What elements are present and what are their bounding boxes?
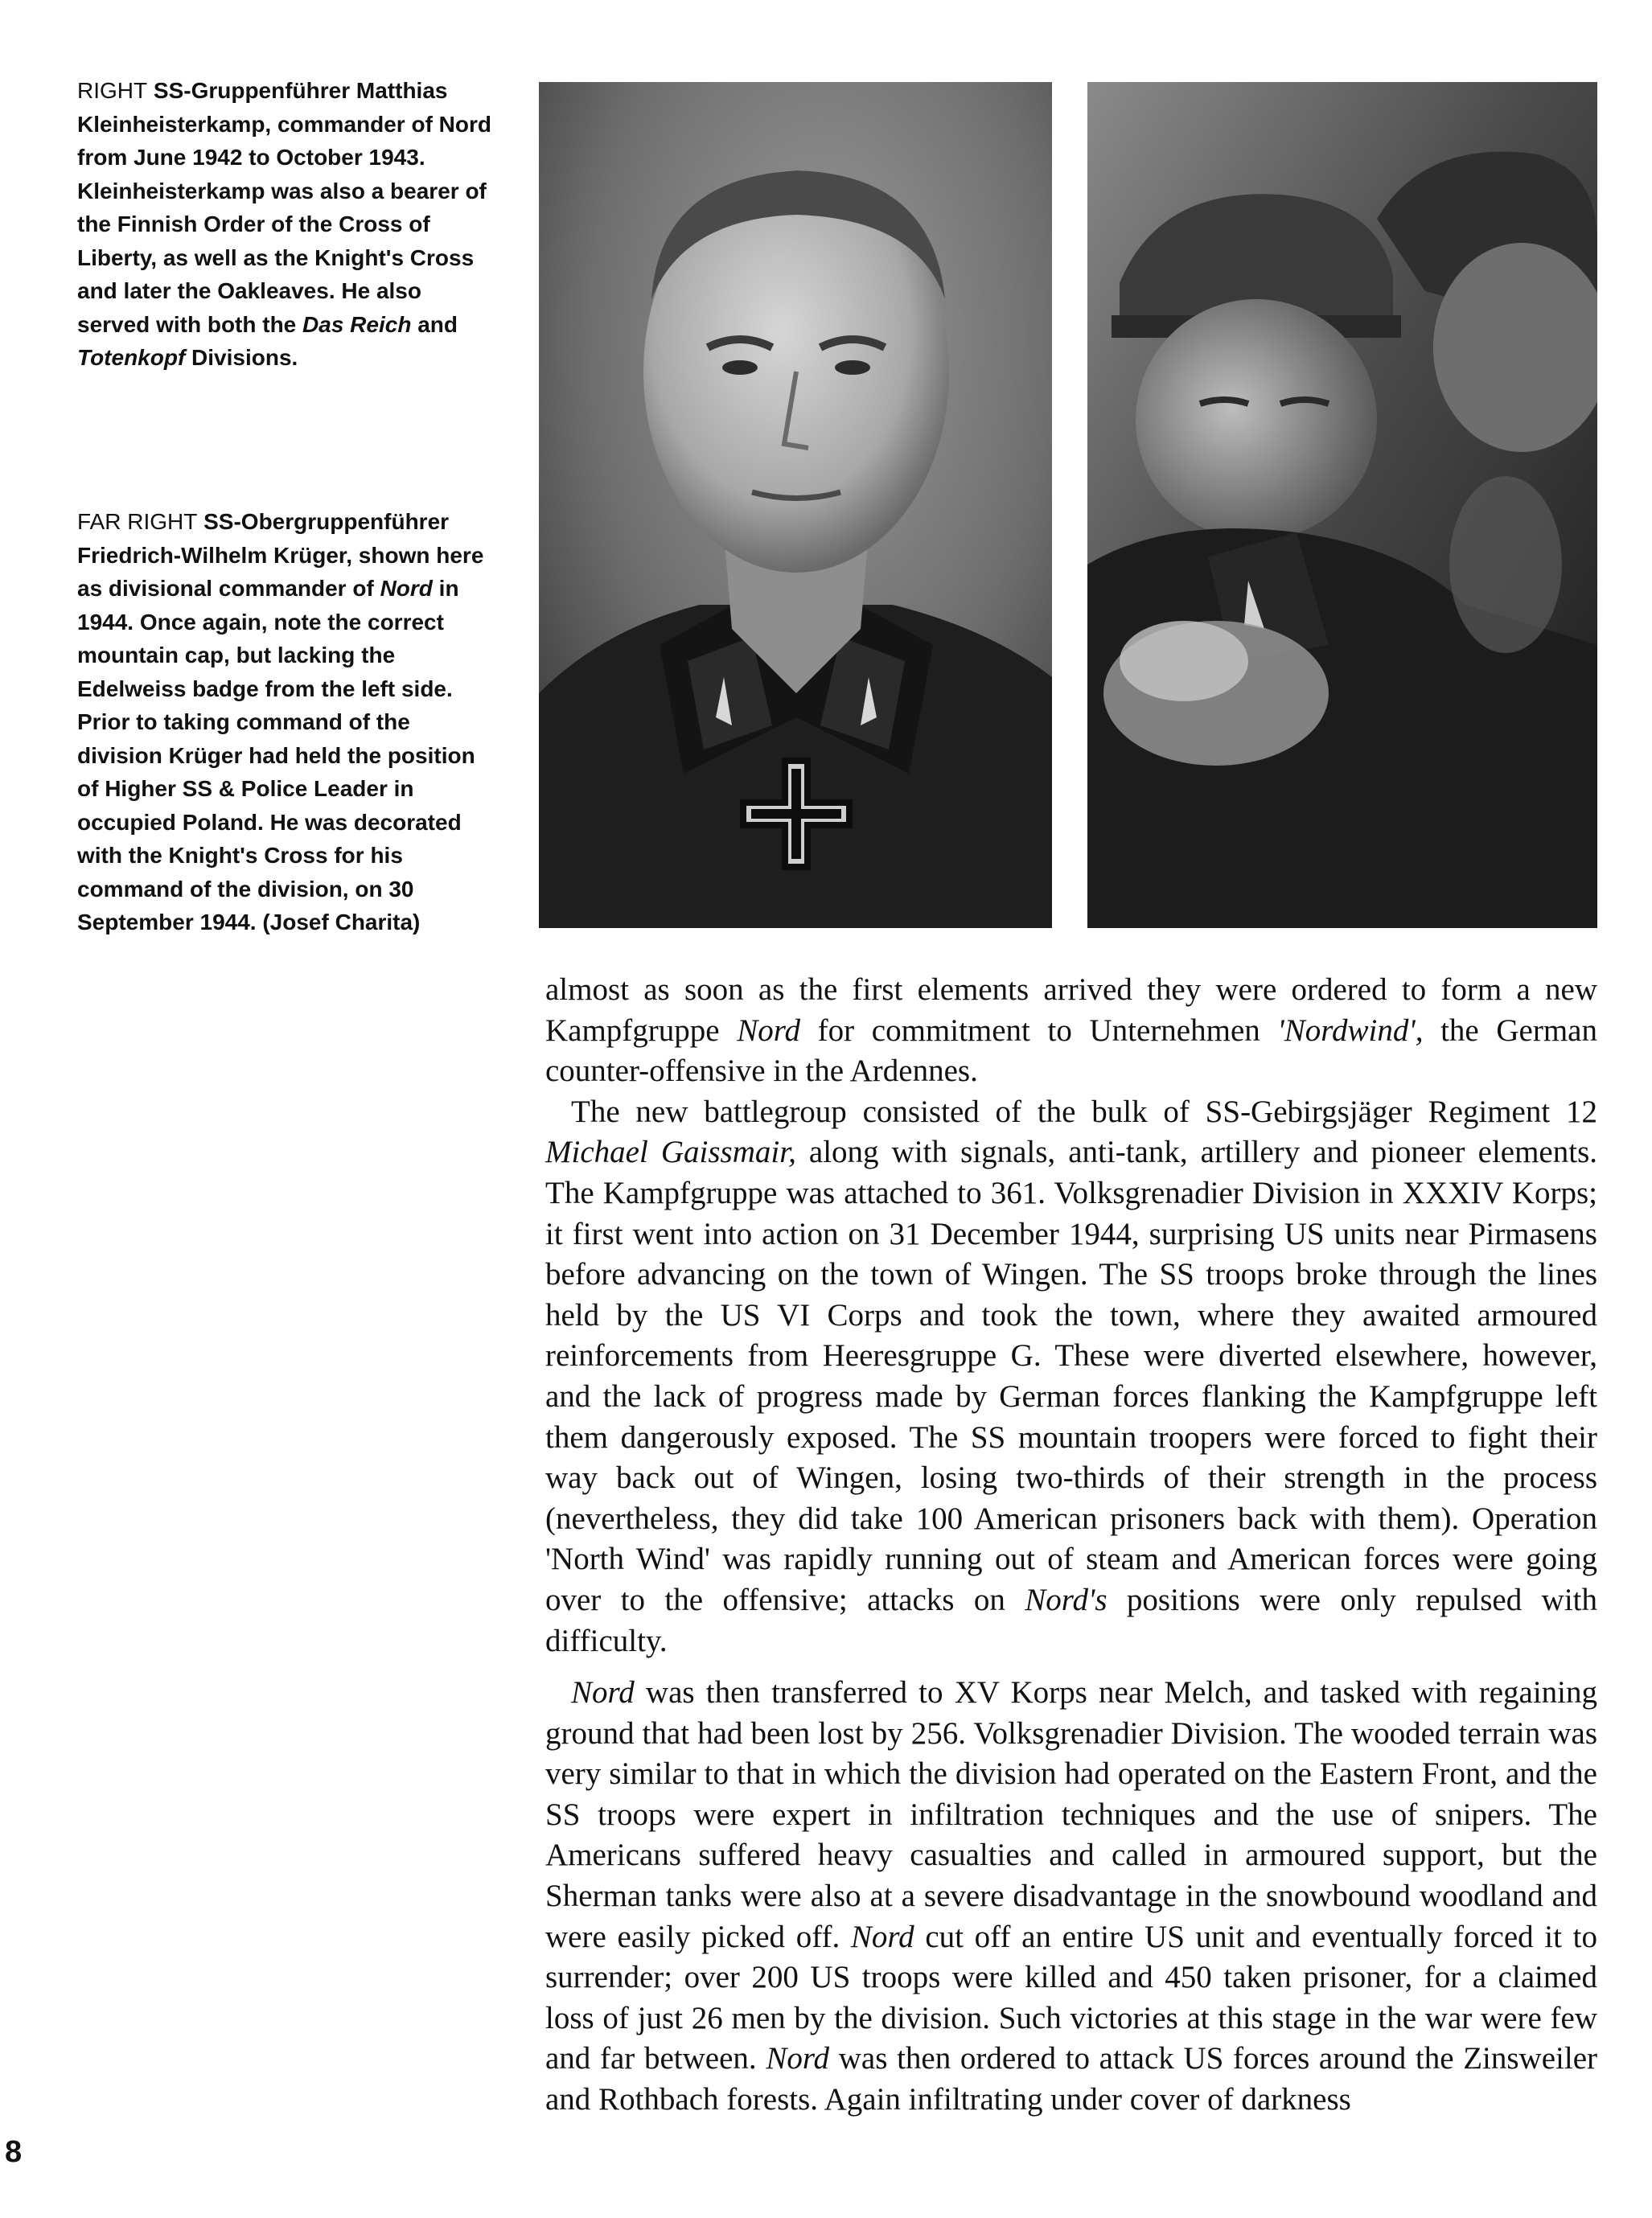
text-run: for commitment to Unternehmen [800,1012,1278,1048]
photo-kruger [1087,82,1597,928]
caption-text: and [411,311,458,337]
italic-run: 'Nordwind', [1277,1012,1424,1048]
photo-kleinheisterkamp-portrait [539,82,1052,928]
italic-run: Nord [737,1012,800,1048]
page-number: 8 [5,2135,23,2169]
body-text [545,970,1597,2121]
text-run: The new battlegroup consisted of the bulk of SS-Gebirgsjäger Regiment 12 [571,1094,1597,1129]
italic-run: Nord's [1025,1582,1107,1617]
text-run: almost as soon as the first elements arrived they were ordered to form a new Kampfgruppe [545,972,1597,1048]
paragraph-3 [545,1673,1597,2121]
text-run: was then ordered to attack US forces around the Zinsweiler and Rothbach forests. Again infiltrating under cover of darkness [545,2041,1597,2117]
caption-text: SS-Gruppenführer Matthias Kleinheisterkamp, commander of Nord from June 1942 to October 1943. Kleinheisterkamp was also a bearer of the Finnish Order of the Cross of Liberty, as well as the Knight's Cross and later the Oakleaves. He also served with both the [77,78,492,337]
portrait-illustration [539,82,1052,928]
text-run: along with signals, anti-tank, artillery and pioneer elements. The Kampfgruppe was attached to 361. Volksgrenadier Division in XXXIV Korps; it first went into action on 31 December 1944, surprising US units near Pirmasens before advancing on the town of Wingen. The SS troops broke through the lines held by the US VI Corps and took the town, where they awaited armoured reinforcements from Heeresgruppe G. These were diverted elsewhere, however, and the lack of progress made by German forces flanking the Kampfgruppe left them dangerously exposed. The SS mountain troopers were forced to fight their way back out of Wingen, losing two-thirds of their strength in the process (nevertheless, they did take 100 American prisoners back with them). Operation 'North Wind' was rapidly running out of steam and American forces were going over to the offensive; attacks on [545,1135,1597,1617]
italic-run: Nord [571,1675,635,1711]
text-run: cut off an entire US unit and eventually forced it to surrender; over 200 US troops were killed and 450 taken prisoner, for a claimed loss of just 26 men by the division. Such victories at this stage in the war were few and far between. [545,1919,1597,2076]
caption-kleinheisterkamp [77,74,495,375]
caption-kruger [77,505,495,939]
caption-italic-nord: Nord [380,576,433,601]
kruger-illustration [1087,82,1597,928]
text-run: the German counter-offensive in the Ardennes. [545,1012,1597,1089]
text-run: was then transferred to XV Korps near Melch, and tasked with regaining ground that had been lost by 256. Volksgrenadier Division. The wooded terrain was very similar to that in which the division had operated on the Eastern Front, and the SS troops were expert in infiltration techniques and the use of snipers. The Americans suffered heavy casualties and called in armoured support, but the Sherman tanks were also at a severe disadvantage in the snowbound woodland and were easily picked off. [545,1675,1597,1954]
caption-italic-totenkopf: Totenkopf [77,345,186,370]
paragraph-2 [545,1092,1597,1661]
italic-run: Michael Gaissmair, [545,1135,796,1170]
caption-text: Divisions. [185,345,298,370]
caption-lead-far-right: FAR RIGHT [77,509,198,534]
italic-run: Nord [850,1919,914,1954]
caption-italic-das-reich: Das Reich [302,311,412,337]
caption-text: SS-Obergruppenführer Friedrich-Wilhelm Krüger, shown here as divisional commander of [77,509,484,601]
text-run: positions were only repulsed with difficulty. [545,1582,1597,1658]
italic-run: Nord [766,2041,830,2076]
paragraph-1 [545,970,1597,1092]
caption-text: in 1944. Once again, note the correct mountain cap, but lacking the Edelweiss badge from the left side. Prior to taking command of the division Krüger had held the position of Higher SS & Police Leader in occupied Poland. He was decorated with the Knight's Cross for his command of the division, on 30 September 1944. (Josef Charita) [77,576,475,934]
caption-lead-right: RIGHT [77,78,148,103]
